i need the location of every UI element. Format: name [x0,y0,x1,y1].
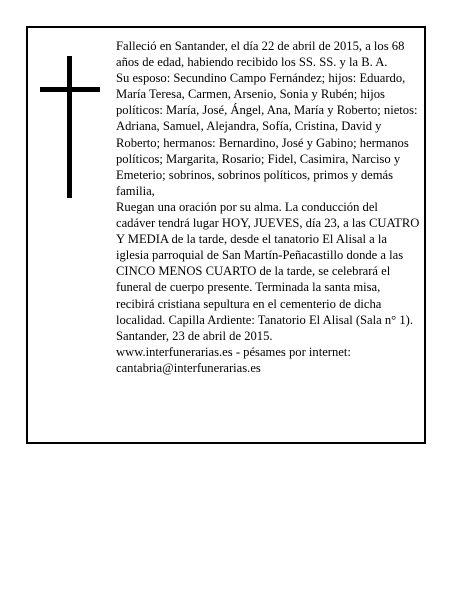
obituary-text [116,38,420,376]
funeral-details: Ruegan una oración por su alma. La conducción del cadáver tendrá lugar HOY, JUEVES, día 23, a las CUATRO Y MEDIA de la tarde, desde el tanatorio El Alisal a la iglesia parroquial de San Martín-Peñacastillo donde a las CINCO MENOS CUARTO de la tarde, se celebrará el funeral de cuerpo presente. Terminada la santa misa, recibirá cristiana sepultura en el cementerio de dicha localidad. Capilla Ardiente: Tanatorio El Alisal (Sala n° 1). [116,199,420,327]
cross-horizontal-bar [40,87,100,92]
place-date: Santander, 23 de abril de 2015. [116,328,273,343]
latin-cross-icon [40,56,100,198]
family-list: Su esposo: Secundino Campo Fernández; hijos: Eduardo, María Teresa, Carmen, Arsenio, Sonia y Rubén; hijos políticos: María, José, Ángel, Ana, María y Roberto; nietos: Adriana, Samuel, Alejandra, Sofía, Cristina, David y Roberto; hermanos: Bernardino, José y Gabino; hermanos políticos; Margarita, Rosario; Fidel, Casimira, Narciso y Emeterio; sobrinos, sobrinos políticos, primos y demás familia, [116,71,418,198]
cross-vertical-bar [67,56,72,198]
contact-info: www.interfunerarias.es - pésames por internet: cantabria@interfunerarias.es [116,344,351,375]
obituary-notice [26,26,426,444]
death-announcement: Falleció en Santander, el día 22 de abril de 2015, a los 68 años de edad, habiendo recibido los SS. SS. y la B. A. [116,39,405,70]
